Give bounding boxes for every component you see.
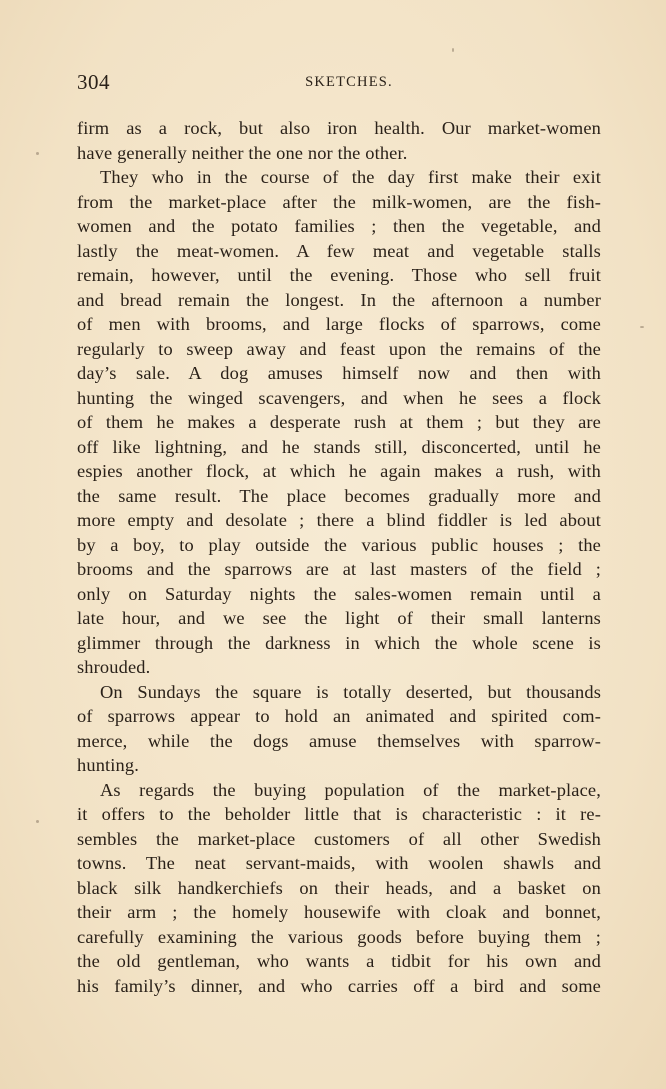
text-line: They who in the course of the day first make their exit <box>100 167 601 187</box>
text-line: by a boy, to play outside the various public houses ; the <box>77 534 601 555</box>
text-line: their arm ; the homely housewife with cloak and bonnet, <box>77 902 601 922</box>
text-line: shrouded. <box>77 657 151 677</box>
running-head <box>77 70 601 100</box>
text-line: lastly the meat-women. A few meat and vegetable stalls <box>77 240 601 261</box>
text-line: and bread remain the longest. In the afternoon a number <box>77 289 601 310</box>
text-line: As regards the buying population of the market-place, <box>100 779 601 800</box>
paper-speck <box>452 48 454 52</box>
text-line: brooms and the sparrows are at last masters of the field ; <box>77 559 601 579</box>
text-line: On Sundays the square is totally deserted, but thousands <box>100 681 601 702</box>
text-line: hunting. <box>77 755 139 775</box>
body-text <box>77 116 601 998</box>
paper-speck <box>36 152 39 155</box>
text-line: espies another flock, at which he again makes a rush, with <box>77 461 601 481</box>
text-line: regularly to sweep away and feast upon the remains of the <box>77 338 601 359</box>
paper-speck <box>640 326 644 328</box>
text-line: firm as a rock, but also iron health. Our market-women <box>77 118 601 138</box>
text-line: hunting the winged scavengers, and when he sees a flock <box>77 387 601 408</box>
text-line: it offers to the beholder little that is characteristic : it re- <box>77 804 601 824</box>
text-line: towns. The neat servant-maids, with woolen shawls and <box>77 853 601 873</box>
text-line: women and the potato families ; then the vegetable, and <box>77 216 601 236</box>
text-line: have generally neither the one nor the other. <box>77 142 408 163</box>
text-line: from the market-place after the milk-women, are the fish- <box>77 191 601 212</box>
text-line: of sparrows appear to hold an animated and spirited com- <box>77 706 601 726</box>
text-line: late hour, and we see the light of their small lanterns <box>77 608 601 628</box>
text-line: merce, while the dogs amuse themselves with sparrow- <box>77 730 601 751</box>
text-line: remain, however, until the evening. Those who sell fruit <box>77 265 601 285</box>
text-line: the same result. The place becomes gradually more and <box>77 485 601 506</box>
text-line: more empty and desolate ; there a blind fiddler is led about <box>77 510 601 530</box>
text-line: of them he makes a desperate rush at them ; but they are <box>77 412 601 432</box>
text-line: glimmer through the darkness in which the whole scene is <box>77 632 601 653</box>
text-line: the old gentleman, who wants a tidbit for his own and <box>77 951 601 971</box>
text-line: black silk handkerchiefs on their heads, and a basket on <box>77 877 601 898</box>
paper-speck <box>36 820 39 823</box>
running-title: SKETCHES. <box>305 74 393 90</box>
page-number: 304 <box>77 70 110 94</box>
text-line: carefully examining the various goods before buying them ; <box>77 926 601 947</box>
text-line: day’s sale. A dog amuses himself now and then with <box>77 363 601 383</box>
text-line: only on Saturday nights the sales-women remain until a <box>77 583 601 604</box>
text-line: his family’s dinner, and who carries off a bird and some <box>77 975 601 996</box>
text-line: of men with brooms, and large flocks of sparrows, come <box>77 314 601 334</box>
text-line: sembles the market-place customers of all other Swedish <box>77 828 601 849</box>
text-line: off like lightning, and he stands still, disconcerted, until he <box>77 436 601 457</box>
